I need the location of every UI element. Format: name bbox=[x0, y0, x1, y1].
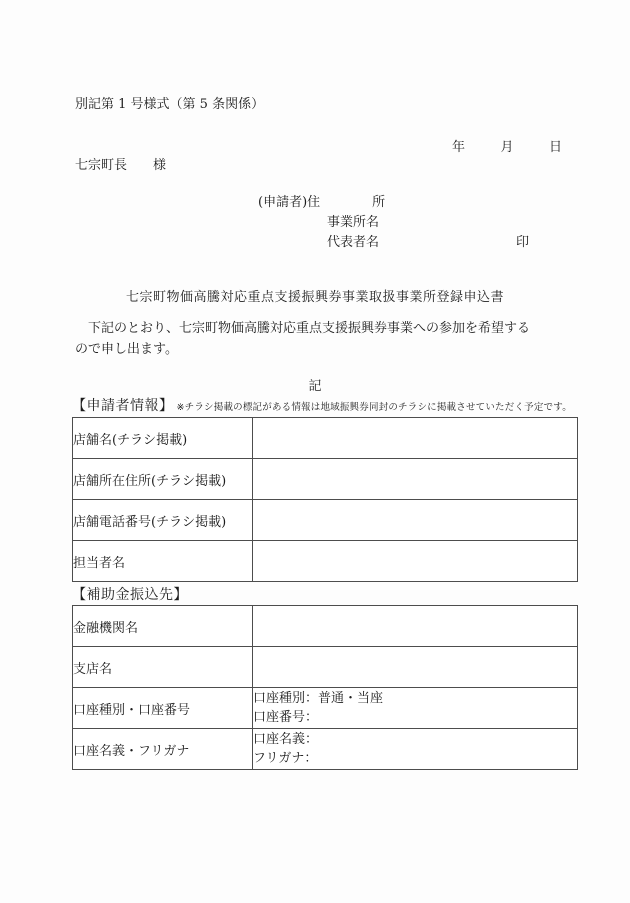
table-row bbox=[73, 688, 578, 729]
table-row bbox=[73, 500, 578, 541]
row-value bbox=[253, 729, 578, 770]
seal-label: 印 bbox=[516, 235, 530, 250]
account-number-line: 口座番号： bbox=[253, 710, 319, 725]
document-title: 七宗町物価高騰対応重点支援振興券事業取扱事業所登録申込書 bbox=[125, 290, 504, 305]
applicant-info-table bbox=[72, 417, 578, 582]
section-heading-funds-transfer bbox=[72, 584, 188, 604]
applicant-representative-line: 代表者名 bbox=[327, 235, 380, 250]
table-row bbox=[73, 459, 578, 500]
row-value bbox=[253, 418, 578, 459]
applicant-info-note: ※チラシ掲載の標記がある情報は地域振興券同封のチラシに掲載させていただく予定です。 bbox=[176, 402, 572, 413]
table-row bbox=[73, 729, 578, 770]
row-value bbox=[253, 606, 578, 647]
form-number: 別記第 1 号様式（第 5 条関係） bbox=[75, 97, 265, 112]
row-value bbox=[253, 647, 578, 688]
date-line bbox=[452, 136, 562, 155]
row-label: 口座種別・口座番号 bbox=[73, 688, 253, 729]
body-paragraph-line-2: ので申し出ます。 bbox=[75, 342, 178, 357]
date-year-label: 年 bbox=[452, 140, 466, 155]
row-label: 店舗名(チラシ掲載) bbox=[73, 418, 253, 459]
date-month-label: 月 bbox=[500, 140, 514, 155]
date-day-label: 日 bbox=[548, 140, 562, 155]
table-row bbox=[73, 541, 578, 582]
applicant-info-heading: 【申請者情報】 bbox=[72, 398, 174, 414]
recipient-line: 七宗町長 様 bbox=[75, 158, 167, 173]
section-heading-applicant-info bbox=[72, 395, 572, 415]
row-value bbox=[253, 459, 578, 500]
row-value bbox=[253, 500, 578, 541]
row-label: 担当者名 bbox=[73, 541, 253, 582]
table-row bbox=[73, 418, 578, 459]
table-row bbox=[73, 606, 578, 647]
funds-transfer-heading: 【補助金振込先】 bbox=[72, 587, 188, 603]
account-type-line: 口座種別：普通・当座 bbox=[253, 691, 384, 706]
row-label: 口座名義・フリガナ bbox=[73, 729, 253, 770]
row-label: 支店名 bbox=[73, 647, 253, 688]
applicant-business-name-line: 事業所名 bbox=[327, 215, 380, 230]
table-row bbox=[73, 647, 578, 688]
funds-transfer-table bbox=[72, 605, 578, 770]
account-holder-line: 口座名義： bbox=[253, 732, 319, 747]
row-label: 店舗所在住所(チラシ掲載) bbox=[73, 459, 253, 500]
row-value bbox=[253, 541, 578, 582]
applicant-address-line: (申請者)住 所 bbox=[258, 195, 386, 210]
row-value bbox=[253, 688, 578, 729]
row-label: 店舗電話番号(チラシ掲載) bbox=[73, 500, 253, 541]
furigana-line: フリガナ： bbox=[253, 751, 318, 766]
record-mark: 記 bbox=[308, 379, 322, 394]
row-label: 金融機関名 bbox=[73, 606, 253, 647]
body-paragraph-line-1: 下記のとおり、七宗町物価高騰対応重点支援振興券事業への参加を希望する bbox=[75, 321, 531, 336]
